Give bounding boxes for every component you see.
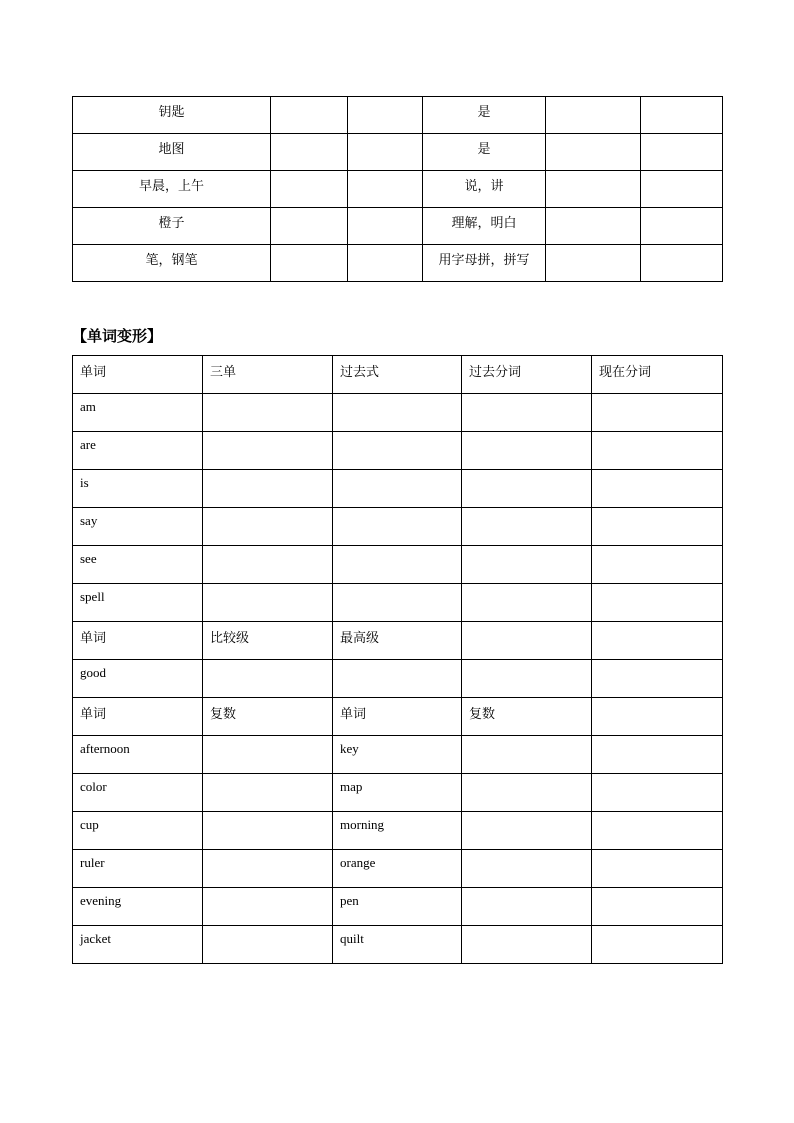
word-cell: evening: [73, 888, 203, 926]
answer-cell[interactable]: [592, 470, 723, 508]
header-cell: 复数: [203, 698, 333, 736]
word-cell: good: [73, 660, 203, 698]
empty-cell: [592, 698, 723, 736]
answer-cell[interactable]: [271, 97, 348, 134]
answer-cell[interactable]: [203, 850, 333, 888]
vocab-chinese-cell: 地图: [73, 134, 271, 171]
empty-cell: [592, 926, 723, 964]
answer-cell[interactable]: [462, 394, 592, 432]
header-cell: 比较级: [203, 622, 333, 660]
answer-cell[interactable]: [271, 171, 348, 208]
answer-cell[interactable]: [462, 850, 592, 888]
answer-cell[interactable]: [641, 134, 723, 171]
answer-cell[interactable]: [641, 97, 723, 134]
answer-cell[interactable]: [203, 546, 333, 584]
answer-cell[interactable]: [641, 171, 723, 208]
answer-cell[interactable]: [462, 432, 592, 470]
empty-cell: [592, 736, 723, 774]
answer-cell[interactable]: [592, 394, 723, 432]
answer-cell[interactable]: [462, 470, 592, 508]
word-cell: are: [73, 432, 203, 470]
vocab-chinese-cell: 说，讲: [423, 171, 546, 208]
empty-cell: [592, 622, 723, 660]
header-cell: 单词: [73, 622, 203, 660]
vocab-chinese-cell: 用字母拼，拼写: [423, 245, 546, 282]
header-cell: 三单: [203, 356, 333, 394]
word-cell: morning: [333, 812, 462, 850]
answer-cell[interactable]: [462, 584, 592, 622]
answer-cell[interactable]: [271, 134, 348, 171]
empty-cell: [462, 660, 592, 698]
word-cell: jacket: [73, 926, 203, 964]
noun-row: [73, 736, 723, 774]
word-cell: pen: [333, 888, 462, 926]
noun-header-row: [73, 698, 723, 736]
answer-cell[interactable]: [592, 508, 723, 546]
word-cell: is: [73, 470, 203, 508]
verb-row: [73, 432, 723, 470]
noun-row: [73, 926, 723, 964]
answer-cell[interactable]: [592, 432, 723, 470]
word-cell: key: [333, 736, 462, 774]
word-cell: orange: [333, 850, 462, 888]
answer-cell[interactable]: [203, 470, 333, 508]
word-cell: quilt: [333, 926, 462, 964]
vocab-row: [73, 97, 723, 134]
empty-cell: [592, 850, 723, 888]
word-forms-table: [72, 355, 723, 964]
vocab-row: [73, 171, 723, 208]
answer-cell[interactable]: [203, 812, 333, 850]
answer-cell[interactable]: [462, 812, 592, 850]
noun-row: [73, 812, 723, 850]
header-cell: 单词: [73, 698, 203, 736]
header-cell: 过去式: [333, 356, 462, 394]
vocab-chinese-cell: 笔，钢笔: [73, 245, 271, 282]
answer-cell[interactable]: [546, 97, 641, 134]
answer-cell[interactable]: [462, 926, 592, 964]
adj-header-row: [73, 622, 723, 660]
answer-cell[interactable]: [203, 584, 333, 622]
word-cell: cup: [73, 812, 203, 850]
answer-cell[interactable]: [348, 134, 423, 171]
answer-cell[interactable]: [203, 774, 333, 812]
answer-cell[interactable]: [348, 208, 423, 245]
empty-cell: [592, 812, 723, 850]
answer-cell[interactable]: [333, 432, 462, 470]
vocab-chinese-cell: 钥匙: [73, 97, 271, 134]
answer-cell[interactable]: [462, 888, 592, 926]
answer-cell[interactable]: [462, 774, 592, 812]
answer-cell[interactable]: [546, 171, 641, 208]
answer-cell[interactable]: [203, 888, 333, 926]
header-cell: 单词: [333, 698, 462, 736]
vocab-chinese-cell: 是: [423, 97, 546, 134]
noun-row: [73, 774, 723, 812]
empty-cell: [592, 660, 723, 698]
answer-cell[interactable]: [546, 245, 641, 282]
answer-cell[interactable]: [348, 245, 423, 282]
word-cell: see: [73, 546, 203, 584]
answer-cell[interactable]: [333, 546, 462, 584]
verb-header-row: [73, 356, 723, 394]
answer-cell[interactable]: [348, 171, 423, 208]
vocab-row: [73, 208, 723, 245]
header-cell: 复数: [462, 698, 592, 736]
answer-cell[interactable]: [271, 245, 348, 282]
answer-cell[interactable]: [203, 508, 333, 546]
answer-cell[interactable]: [203, 736, 333, 774]
vocab-chinese-cell: 是: [423, 134, 546, 171]
empty-cell: [592, 774, 723, 812]
vocab-table: [72, 96, 723, 282]
answer-cell[interactable]: [333, 584, 462, 622]
word-cell: ruler: [73, 850, 203, 888]
vocab-row: [73, 245, 723, 282]
answer-cell[interactable]: [546, 208, 641, 245]
noun-row: [73, 888, 723, 926]
answer-cell[interactable]: [641, 208, 723, 245]
section-heading: 【单词变形】: [72, 327, 163, 345]
vocab-chinese-cell: 早晨，上午: [73, 171, 271, 208]
vocab-row: [73, 134, 723, 171]
word-cell: color: [73, 774, 203, 812]
header-cell: 过去分词: [462, 356, 592, 394]
verb-row: [73, 508, 723, 546]
answer-cell[interactable]: [546, 134, 641, 171]
answer-cell[interactable]: [348, 97, 423, 134]
verb-row: [73, 394, 723, 432]
empty-cell: [462, 622, 592, 660]
answer-cell[interactable]: [592, 584, 723, 622]
answer-cell[interactable]: [271, 208, 348, 245]
answer-cell[interactable]: [203, 660, 333, 698]
word-cell: afternoon: [73, 736, 203, 774]
answer-cell[interactable]: [203, 926, 333, 964]
word-cell: say: [73, 508, 203, 546]
adj-row: [73, 660, 723, 698]
answer-cell[interactable]: [462, 508, 592, 546]
answer-cell[interactable]: [592, 546, 723, 584]
answer-cell[interactable]: [462, 736, 592, 774]
noun-row: [73, 850, 723, 888]
vocab-chinese-cell: 橙子: [73, 208, 271, 245]
answer-cell[interactable]: [462, 546, 592, 584]
answer-cell[interactable]: [641, 245, 723, 282]
answer-cell[interactable]: [203, 432, 333, 470]
header-cell: 最高级: [333, 622, 462, 660]
verb-row: [73, 584, 723, 622]
word-cell: spell: [73, 584, 203, 622]
answer-cell[interactable]: [333, 394, 462, 432]
word-cell: am: [73, 394, 203, 432]
vocab-chinese-cell: 理解，明白: [423, 208, 546, 245]
answer-cell[interactable]: [333, 470, 462, 508]
header-cell: 现在分词: [592, 356, 723, 394]
verb-row: [73, 546, 723, 584]
verb-row: [73, 470, 723, 508]
word-cell: map: [333, 774, 462, 812]
answer-cell[interactable]: [333, 508, 462, 546]
empty-cell: [592, 888, 723, 926]
answer-cell[interactable]: [203, 394, 333, 432]
answer-cell[interactable]: [333, 660, 462, 698]
header-cell: 单词: [73, 356, 203, 394]
